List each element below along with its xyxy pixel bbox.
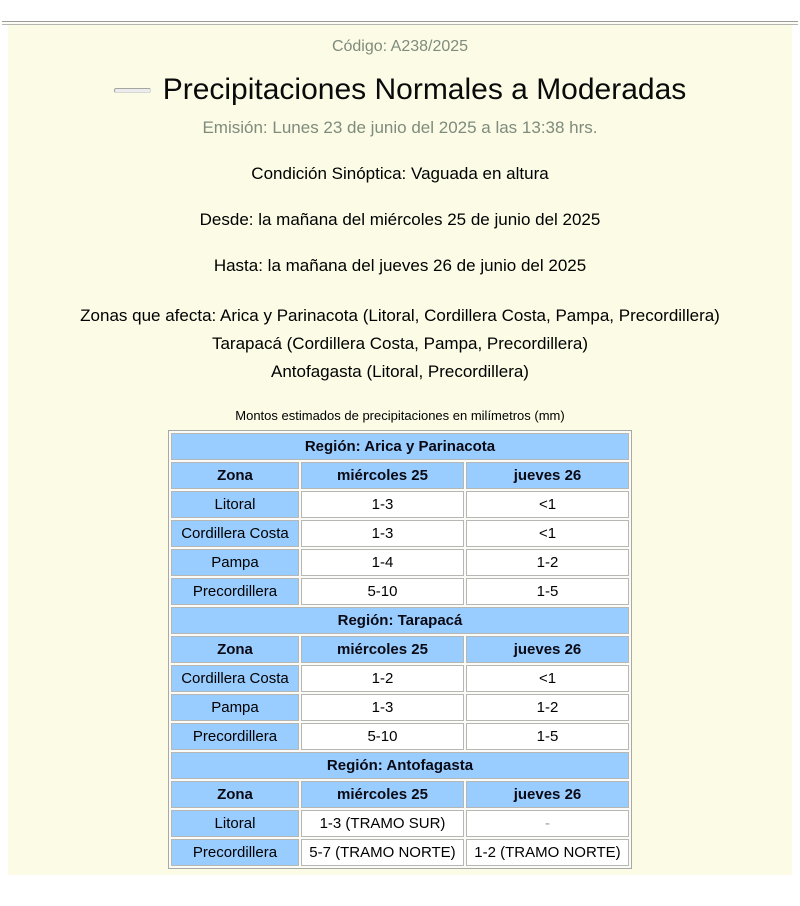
precip-value-cell: 5-10 [301,578,464,605]
precip-value-cell: 1-5 [466,578,629,605]
zone-name-cell: Cordillera Costa [171,665,299,692]
table-row [171,839,629,866]
precip-value-cell: 1-4 [301,549,464,576]
precip-value-cell: 1-3 [301,694,464,721]
zonas-line: Zonas que afecta: Arica y Parinacota (Litoral, Cordillera Costa, Pampa, Precordillera) [80,306,720,325]
zone-name-cell: Cordillera Costa [171,520,299,547]
column-header-cell: Zona [171,636,299,663]
column-header-cell: jueves 26 [466,636,629,663]
region-name-cell: Región: Arica y Parinacota [171,433,629,460]
region-header-row [171,752,629,779]
precip-value-cell: 1-2 [301,665,464,692]
precip-value-cell: <1 [466,491,629,518]
horizontal-line-icon [114,88,151,93]
column-header-cell: jueves 26 [466,462,629,489]
table-row [171,810,629,837]
column-header-cell: Zona [171,781,299,808]
zone-name-cell: Precordillera [171,839,299,866]
table-row [171,665,629,692]
zone-name-cell: Precordillera [171,723,299,750]
hasta-text: Hasta: la mañana del jueves 26 de junio del 2025 [213,256,587,275]
region-header-row [171,433,629,460]
column-header-cell: miércoles 25 [301,781,464,808]
precip-value-cell: <1 [466,520,629,547]
precip-value-cell: 1-2 [466,549,629,576]
table-row [171,549,629,576]
region-header-row [171,607,629,634]
precip-value-cell: 1-3 [301,520,464,547]
precip-value-cell: 1-2 (TRAMO NORTE) [466,839,629,866]
precip-value-cell: 1-3 [301,491,464,518]
codigo-text: Código: A238/2025 [331,38,469,55]
region-name-cell: Región: Tarapacá [171,607,629,634]
desde-text: Desde: la mañana del miércoles 25 de junio del 2025 [199,210,601,229]
precip-value-cell: 5-10 [301,723,464,750]
zonas-block [8,302,792,386]
table-row [171,694,629,721]
table-caption: Montos estimados de precipitaciones en milímetros (mm) [235,408,565,423]
table-row [171,578,629,605]
column-header-row [171,462,629,489]
precipitation-table [168,430,632,869]
zonas-line: Antofagasta (Litoral, Precordillera) [271,362,529,381]
column-header-cell: jueves 26 [466,781,629,808]
column-header-cell: miércoles 25 [301,462,464,489]
condicion-sinoptica-text: Condición Sinóptica: Vaguada en altura [251,164,549,183]
emision-text: Emisión: Lunes 23 de junio del 2025 a las 13:38 hrs. [202,118,598,137]
title-row [8,73,792,107]
table-row [171,723,629,750]
zone-name-cell: Pampa [171,694,299,721]
column-header-row [171,781,629,808]
zone-name-cell: Pampa [171,549,299,576]
column-header-cell: Zona [171,462,299,489]
zone-name-cell: Litoral [171,810,299,837]
column-header-row [171,636,629,663]
column-header-cell: miércoles 25 [301,636,464,663]
bulletin-sheet [8,25,792,875]
precip-value-cell: 1-2 [466,694,629,721]
zone-name-cell: Litoral [171,491,299,518]
page-title: Precipitaciones Normales a Moderadas [162,73,687,106]
precip-value-cell: 5-7 (TRAMO NORTE) [301,839,464,866]
table-row [171,520,629,547]
precip-value-cell: <1 [466,665,629,692]
region-name-cell: Región: Antofagasta [171,752,629,779]
zonas-line: Tarapacá (Cordillera Costa, Pampa, Precordillera) [211,334,589,353]
precip-value-cell: 1-5 [466,723,629,750]
precip-value-cell: 1-3 (TRAMO SUR) [301,810,464,837]
zone-name-cell: Precordillera [171,578,299,605]
table-row [171,491,629,518]
precip-value-cell: - [466,810,629,837]
